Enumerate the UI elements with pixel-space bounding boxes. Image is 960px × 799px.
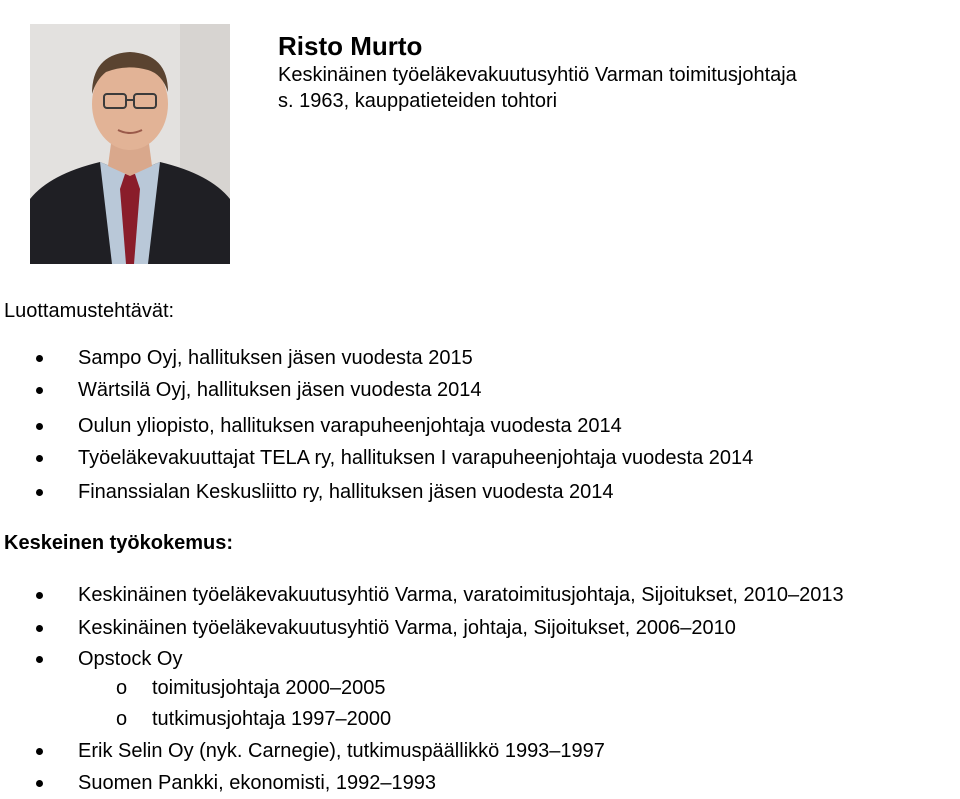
work-experience-heading: Keskeinen työkokemus: bbox=[4, 532, 233, 554]
list-item: Wärtsilä Oyj, hallituksen jäsen vuodesta 2014 bbox=[0, 375, 960, 405]
bullet-icon bbox=[36, 656, 43, 663]
sub-list-item: o tutkimusjohtaja 1997–2000 bbox=[0, 704, 960, 734]
person-name: Risto Murto bbox=[278, 31, 423, 61]
bullet-icon bbox=[36, 592, 43, 599]
list-item: Opstock Oy bbox=[0, 644, 960, 674]
list-item: Erik Selin Oy (nyk. Carnegie), tutkimuspäällikkö 1993–1997 bbox=[0, 736, 960, 766]
bullet-icon bbox=[36, 455, 43, 462]
list-item: Suomen Pankki, ekonomisti, 1992–1993 bbox=[0, 768, 960, 798]
bullet-icon bbox=[36, 355, 43, 362]
job-title: Keskinäinen työeläkevakuutusyhtiö Varman toimitusjohtaja bbox=[278, 64, 797, 86]
sub-bullet-marker: o bbox=[116, 677, 128, 699]
bullet-icon bbox=[36, 625, 43, 632]
list-item: Keskinäinen työeläkevakuutusyhtiö Varma, johtaja, Sijoitukset, 2006–2010 bbox=[0, 613, 960, 643]
sub-list-item: o toimitusjohtaja 2000–2005 bbox=[0, 673, 960, 703]
portrait-photo bbox=[30, 24, 230, 264]
bullet-icon bbox=[36, 780, 43, 787]
bullet-icon bbox=[36, 489, 43, 496]
bullet-icon bbox=[36, 387, 43, 394]
list-item: Finanssialan Keskusliitto ry, hallituksen jäsen vuodesta 2014 bbox=[0, 477, 960, 507]
bullet-icon bbox=[36, 748, 43, 755]
list-item: Sampo Oyj, hallituksen jäsen vuodesta 2015 bbox=[0, 343, 960, 373]
bullet-icon bbox=[36, 423, 43, 430]
birth-education: s. 1963, kauppatieteiden tohtori bbox=[278, 90, 558, 112]
list-item: Oulun yliopisto, hallituksen varapuheenjohtaja vuodesta 2014 bbox=[0, 411, 960, 441]
list-item: Työeläkevakuuttajat TELA ry, hallituksen I varapuheenjohtaja vuodesta 2014 bbox=[0, 443, 960, 473]
list-item: Keskinäinen työeläkevakuutusyhtiö Varma, varatoimitusjohtaja, Sijoitukset, 2010–2013 bbox=[0, 580, 960, 610]
sub-bullet-marker: o bbox=[116, 708, 128, 730]
trust-positions-heading: Luottamustehtävät: bbox=[4, 300, 175, 322]
